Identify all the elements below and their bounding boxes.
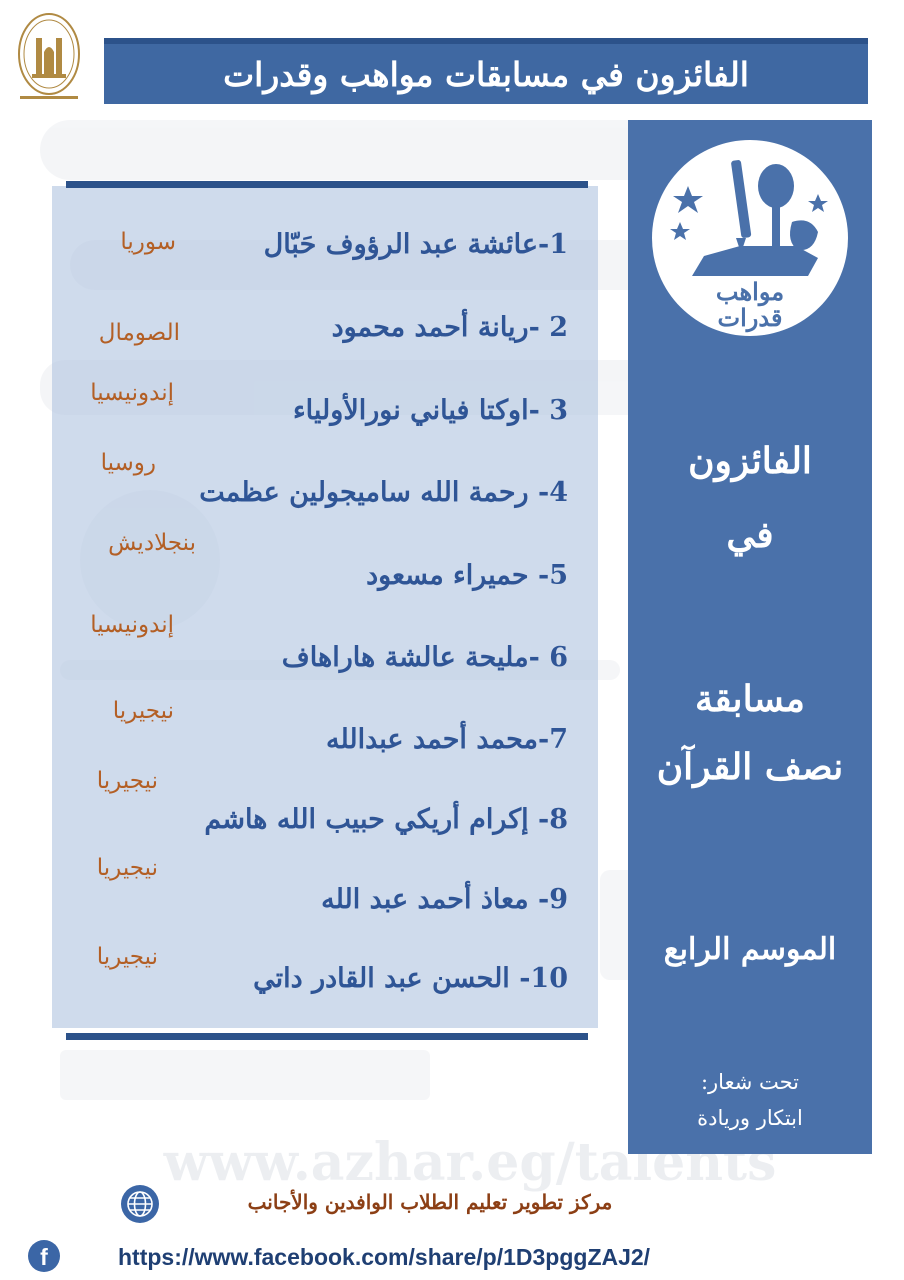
bottom-divider [66, 1033, 588, 1040]
winner-country-2: الصومال [98, 320, 180, 346]
side-heading-half-quran: نصف القرآن [656, 746, 844, 788]
logo-text-bottom: قدرات [717, 303, 783, 332]
top-divider [66, 181, 588, 188]
watermark-url: www.azhar.eg/talents [163, 1132, 777, 1193]
al-azhar-emblem-icon [14, 8, 84, 104]
winner-country-6: إندونيسيا [90, 612, 174, 638]
page-title: الفائزون في مسابقات مواهب وقدرات [223, 54, 749, 94]
winner-name-4: 4- رحمة الله ساميجولين عظمت [199, 477, 568, 508]
winner-name-9: 9- معاذ أحمد عبد الله [321, 884, 568, 915]
center-name: مركز تطوير تعليم الطلاب الوافدين والأجانب [247, 1190, 613, 1214]
winner-name-2: 2 -ريانة أحمد محمود [331, 312, 568, 343]
winner-name-6: 6 -مليحة عالشة هاراهاف [281, 642, 568, 673]
globe-icon [120, 1184, 160, 1224]
winner-country-9: نيجيريا [96, 855, 158, 881]
winner-country-1: سوريا [120, 229, 176, 255]
winner-country-4: روسيا [100, 450, 156, 476]
season-label: الموسم الرابع [663, 932, 837, 967]
logo-text-top: مواهب [715, 277, 785, 306]
side-heading-winners: الفائزون [688, 440, 812, 482]
title-banner [104, 38, 868, 104]
winner-name-3: 3 -اوكتا فياني نورالأولياء [292, 395, 568, 426]
winner-country-10: نيجيريا [96, 944, 158, 970]
side-heading-in: في [726, 514, 774, 556]
winner-name-5: 5- حميراء مسعود [366, 560, 568, 591]
winner-country-8: نيجيريا [96, 768, 158, 794]
facebook-link[interactable]: https://www.facebook.com/share/p/1D3pggZAJ2/ [118, 1244, 651, 1270]
talents-logo [650, 138, 850, 338]
winner-country-7: نيجيريا [112, 698, 174, 724]
winner-name-10: 10- الحسن عبد القادر داتي [253, 963, 568, 994]
slogan-label: تحت شعار: [700, 1070, 800, 1094]
winner-name-7: 7-محمد أحمد عبدالله [325, 724, 568, 755]
winner-country-3: إندونيسيا [90, 380, 174, 406]
winner-country-5: بنجلاديش [108, 530, 196, 556]
facebook-icon[interactable]: f [28, 1240, 60, 1272]
winner-name-8: 8- إكرام أريكي حبيب الله هاشم [204, 804, 568, 835]
winner-name-1: 1-عائشة عبد الرؤوف حَبّال [263, 229, 568, 260]
side-heading-competition: مسابقة [695, 678, 805, 720]
slogan-text: ابتكار وريادة [697, 1106, 803, 1130]
